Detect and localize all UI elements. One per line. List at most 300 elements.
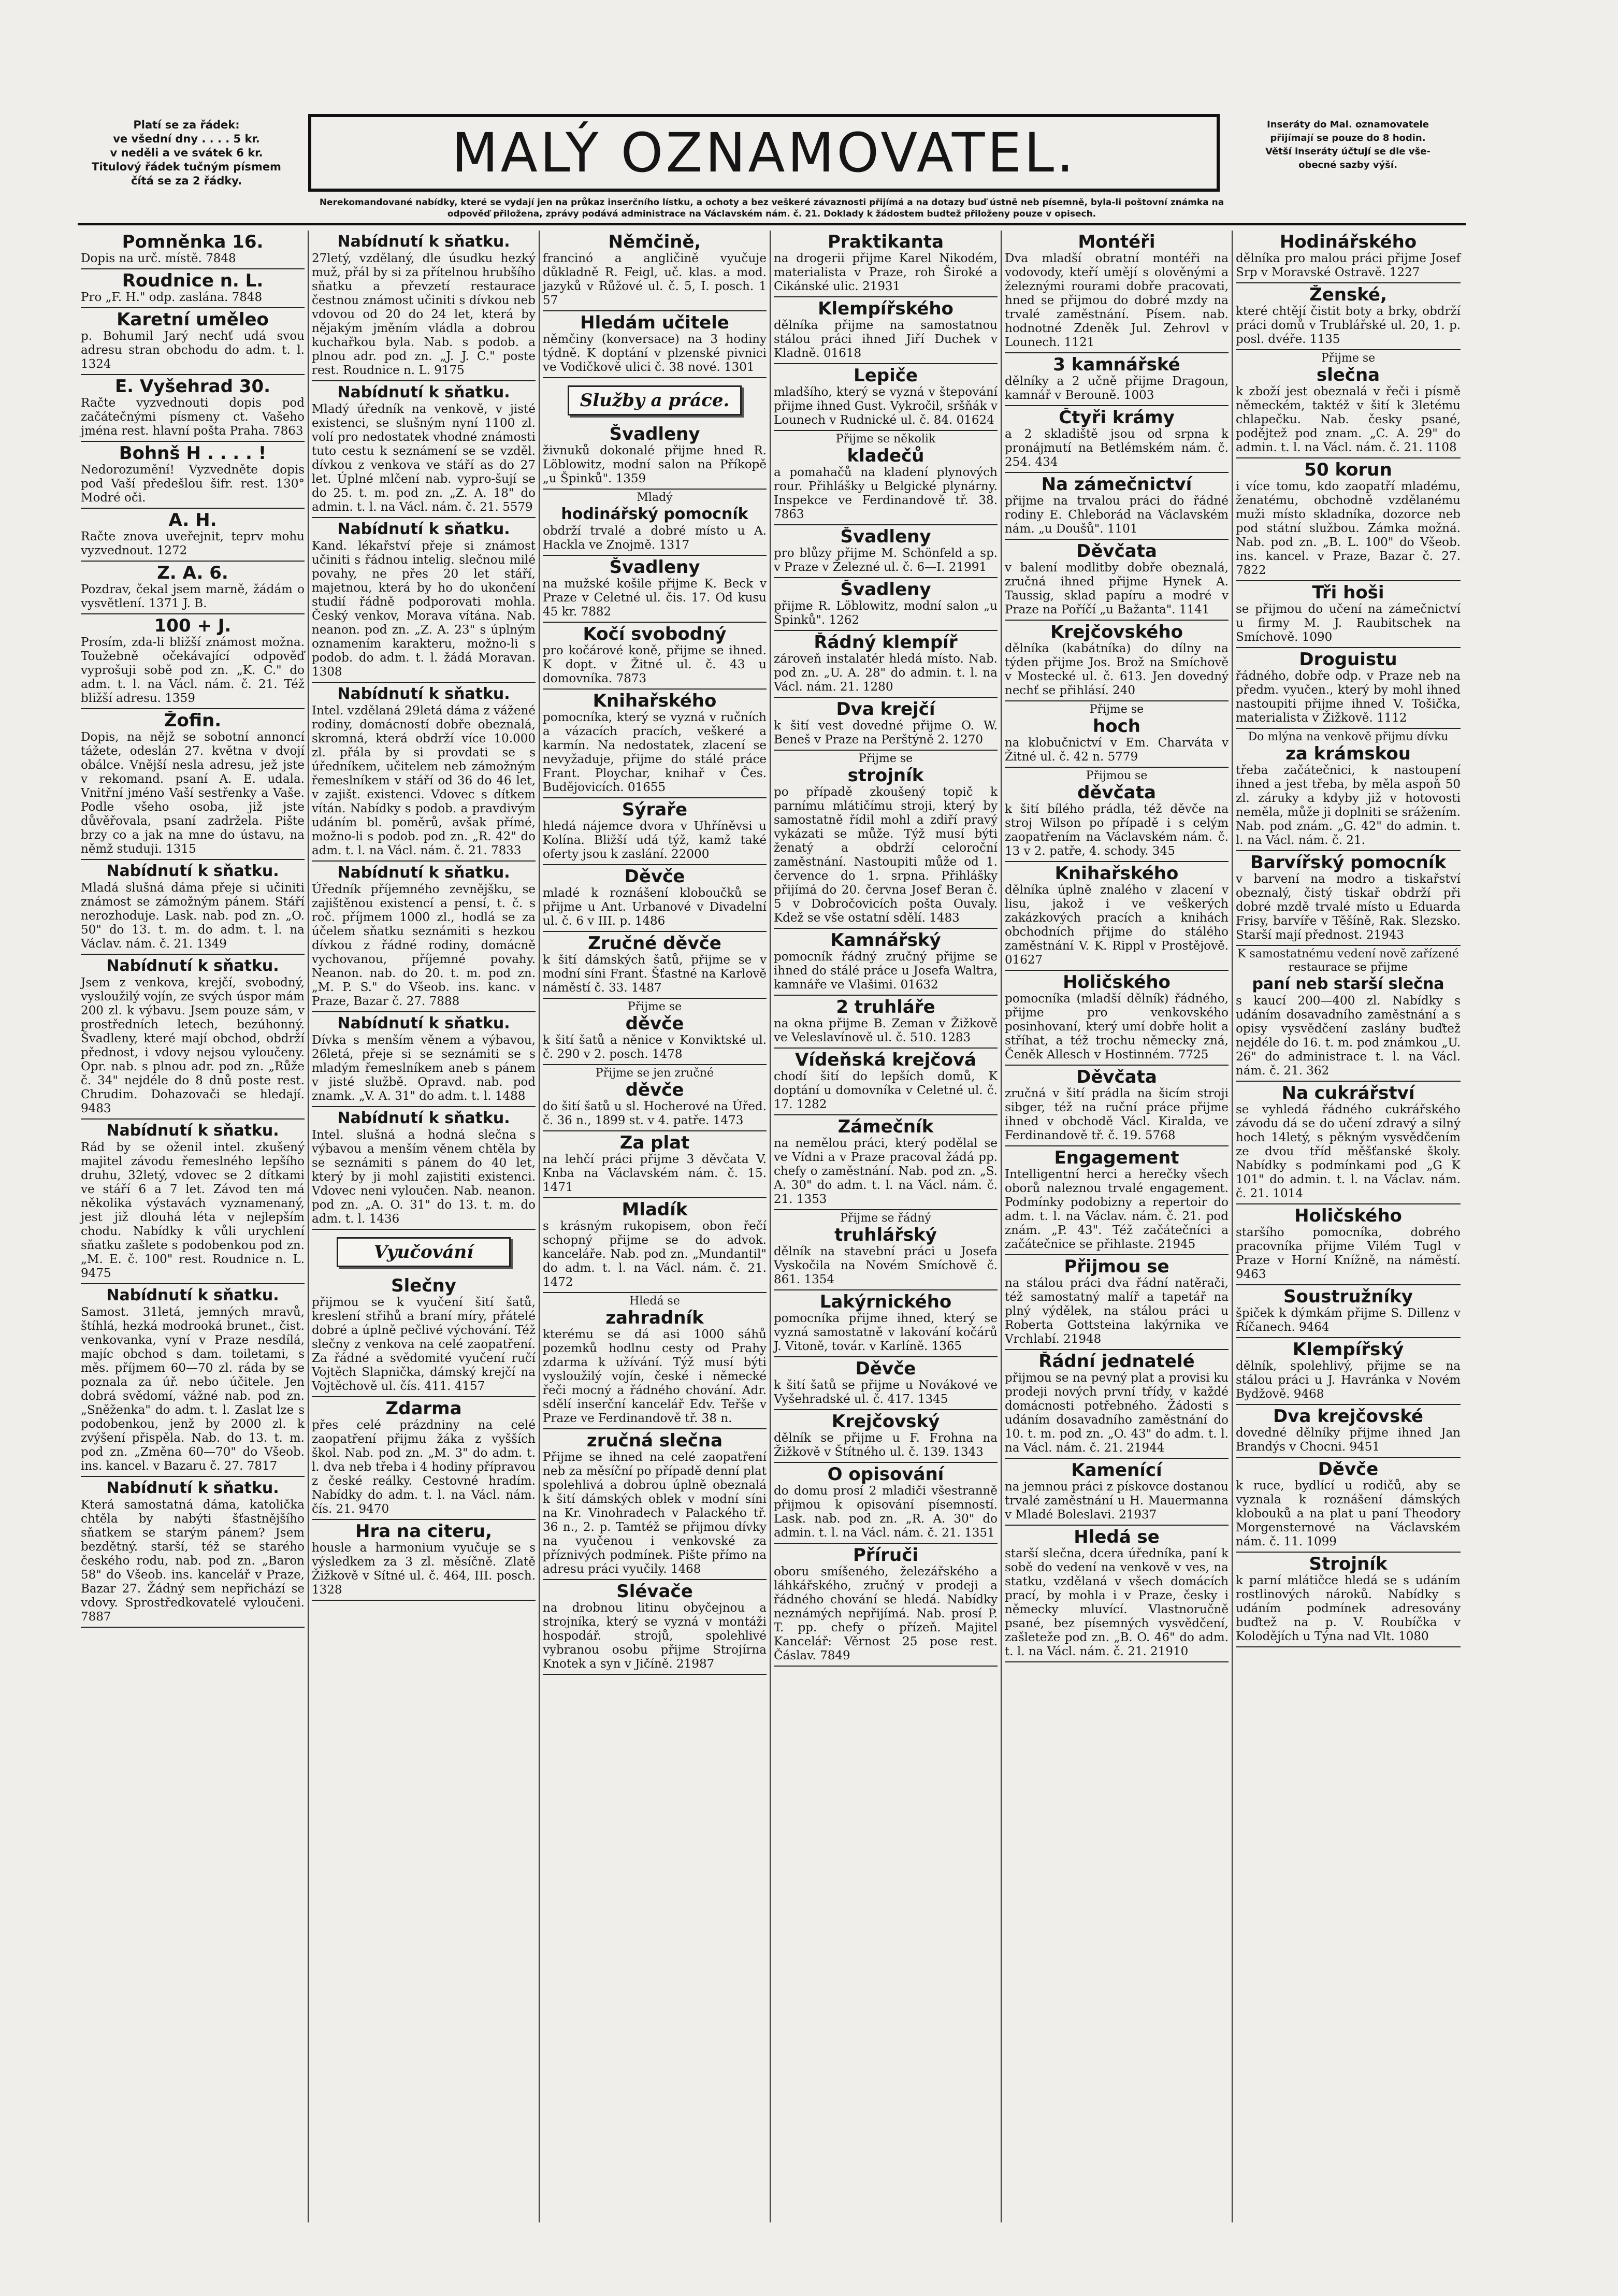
ad-heading: Nabídnutí k sňatku. — [106, 957, 279, 975]
ad-heading: Nabídnutí k sňatku. — [337, 233, 510, 251]
classified-ad — [774, 929, 998, 996]
ad-body: k šití bílého prádla, též děvče na stroj Wilson po případě i s celým zaopatřením na Václavském nám. č. 13 v 2. patře, 4. schody. 345 — [1005, 802, 1229, 858]
classified-ad — [1236, 1204, 1461, 1285]
classified-ad — [543, 556, 767, 623]
ad-heading: Za plat — [619, 1133, 690, 1153]
ad-body: němčiny (konversace) na 3 hodiny týdně. K doptání v plzenské pivnici ve Vodičkově ulici č. 38 nové. 1301 — [543, 333, 767, 374]
ad-preface: Přijme se jen zručné — [595, 1067, 714, 1080]
ad-body: dělníka pro malou práci přijme Josef Srp v Moravské Ostravě. 1227 — [1236, 252, 1461, 279]
ad-heading: Slečny — [391, 1276, 456, 1296]
ad-heading: Knihařského — [1054, 864, 1179, 883]
ad-body: na mužské košile přijme K. Beck v Praze v Celetné ul. čis. 17. Od kusu 45 kr. 7882 — [543, 577, 767, 619]
ad-preface: Přijme se — [627, 1000, 682, 1013]
classified-ad — [543, 999, 767, 1065]
classified-ad — [1236, 458, 1461, 581]
insertion-note-line: Větší inseráty účtují se dle vše- — [1265, 146, 1431, 157]
classified-ad — [1236, 1082, 1461, 1204]
insertion-note-line: přijímají se pouze do 8 hodin. — [1270, 133, 1426, 144]
ad-heading: Řádní jednatelé — [1038, 1352, 1195, 1371]
ad-heading: Děvče — [1318, 1459, 1379, 1479]
ad-heading: Tři hoši — [1312, 583, 1384, 602]
ad-heading: Barvířský pomocník — [1250, 853, 1447, 872]
classified-ad — [312, 518, 536, 683]
section-heading: Služby a práce. — [568, 385, 742, 415]
ad-heading: Slévače — [616, 1582, 693, 1601]
ad-body: dělníky a 2 učně přijme Dragoun, kamnář v Berouně. 1003 — [1005, 375, 1229, 402]
ad-heading: Nabídnutí k sňatku. — [337, 1109, 510, 1127]
ad-body: dělník na stavební práci u Josefa Vyskočila na Novém Smíchově č. 861. 1354 — [774, 1245, 998, 1286]
ad-heading: Holičského — [1063, 972, 1171, 992]
classified-ad — [774, 1049, 998, 1115]
ad-heading: Lakýrnického — [819, 1292, 952, 1312]
ad-column — [78, 231, 309, 2222]
ad-heading: strojník — [847, 766, 924, 785]
ad-body: zručná v šití prádla na šicím stroji sibger, též na ruční práce přijme ihned v obchodě Václ. Kiralda, ve Ferdinandově tř. č. 19. 5768 — [1005, 1087, 1229, 1142]
classified-ad — [81, 614, 305, 709]
classified-ad — [312, 1274, 536, 1397]
classified-ad — [543, 423, 767, 490]
rate-line: ve všední dny . . . . 5 kr. — [113, 133, 260, 145]
ad-body: na okna přijme B. Zeman v Žižkově ve Veleslavínově ul. č. 510. 1283 — [774, 1017, 998, 1044]
ad-preface: Přijmou se — [1086, 769, 1148, 782]
ad-column — [1002, 231, 1233, 2222]
classified-ad — [1005, 1066, 1229, 1146]
classified-ad — [543, 1198, 767, 1293]
ad-body: Račte znova uveřejnit, teprv mohu vyzvednout. 1272 — [81, 530, 305, 557]
ad-heading: Hledá se — [1074, 1527, 1160, 1547]
ad-heading: Němčině, — [608, 232, 701, 252]
ad-heading: Zručné děvče — [588, 934, 721, 953]
classified-ad — [312, 1397, 536, 1520]
ad-body: pomocník řádný zručný přijme se ihned do stálé práce u Josefa Waltra, kamnáře ve Vlašimi. 01632 — [774, 950, 998, 992]
classified-ad — [1236, 581, 1461, 648]
ad-heading: Dva krejčovské — [1273, 1407, 1423, 1426]
ad-body: živnuků dokonalé přijme hned R. Löblowitz, modní salon na Příkopě „u Špinků". 1359 — [543, 444, 767, 485]
ad-heading: Švadleny — [609, 557, 700, 577]
classified-ad — [1236, 648, 1461, 729]
ad-column — [540, 231, 771, 2222]
ad-heading: Hodinářského — [1279, 232, 1417, 252]
ad-body: k ruce, bydlící u rodičů, aby se vyznala k roznášení dámských klobouků a na plat u paní Theodory Morgensternové na Václavském nám. č. 11. 1099 — [1236, 1479, 1461, 1548]
classified-ad — [774, 751, 998, 929]
ad-heading: za krámskou — [1285, 744, 1411, 764]
ad-body: Dva mladší obratní montéři na vodovody, kteří umějí s olověnými a železnými rourami dobře pracovati, hned se přijmou do dobré mzdy na trvalé zaměstnání. Písem. nab. hodnotné Zdeněk Jul. Zehrovl v Lounech. 1121 — [1005, 252, 1229, 349]
ad-body: špiček k dýmkám přijme S. Dillenz v Říčanech. 9464 — [1236, 1307, 1461, 1334]
ad-body: k šití vest dovedné přijme O. W. Beneš v Praze na Perštýně 2. 1270 — [774, 719, 998, 747]
ad-heading: Lepiče — [854, 366, 918, 385]
classified-ad — [81, 308, 305, 375]
ad-body: se přijmou do učení na zámečnictví u firmy M. J. Raubitschek na Smíchově. 1090 — [1236, 602, 1461, 644]
ad-body: na lehčí práci přijme 3 děvčata V. Knba na Václavském nám. č. 15. 1471 — [543, 1153, 767, 1194]
ad-heading: slečna — [1316, 365, 1380, 385]
ad-heading: Děvčata — [1076, 541, 1157, 561]
ad-body: se vyhledá řádného cukrářského závodu dá se do učení zdravý a silný hoch 14letý, s pěkným vysvědčením ze dvou tříd měšťanské školy. Nabídky s podmínkami pod „G K 101" do admin. t. l. na Václav. nám. č. 21. 1014 — [1236, 1103, 1461, 1200]
classified-ad — [81, 231, 305, 269]
ad-body: dělníka přijme na samostatnou stálou práci ihned Jiří Duchek v Kladně. 01618 — [774, 319, 998, 360]
ad-body: Pozdrav, čekal jsem marně, žádám o vysvětlení. 1371 J. B. — [81, 583, 305, 610]
classified-ad — [1236, 1458, 1461, 1553]
classified-ad — [81, 562, 305, 614]
ad-heading: Z. A. 6. — [157, 563, 228, 583]
notice-line: odpověď přiložena, zprávy podává administrace na Václavském nám. č. 21. Doklady k žádostem budtež přiloženy pouze v opisech. — [447, 209, 1096, 219]
classified-ad — [1236, 851, 1461, 946]
ad-heading: Knihařského — [593, 691, 717, 711]
ad-body: pro blůzy přijme M. Schönfeld a sp. v Praze v Železné ul. č. 6—I. 21991 — [774, 547, 998, 574]
classified-ad — [543, 932, 767, 999]
classified-ad — [774, 1357, 998, 1410]
ad-heading: Na cukrářství — [1281, 1083, 1415, 1103]
classified-ad — [1005, 353, 1229, 406]
classified-ad — [81, 860, 305, 955]
classified-ad — [81, 1284, 305, 1477]
ad-body: Intel. slušná a hodná slečna s výbavou a menším věnem chtěla by se seznámiti s pánem do 40 let, který by ji mohl zajistiti existenci. Vdovec neni vyloučen. Nab. neanon. pod zn. „A. O. 31" do 13. t. m. do adm. t. l. 1436 — [312, 1128, 536, 1226]
ad-heading: Nabídnutí k sňatku. — [106, 1286, 279, 1304]
ad-body: a 2 skladiště jsou od srpna k pronájmutí na Betlémském nám. č. 254. 434 — [1005, 427, 1229, 469]
classified-ad — [81, 1477, 305, 1628]
ad-body: k šití dámských šatů, přijme se v modní síni Frant. Šťastné na Karlově náměstí č. 33. 1487 — [543, 953, 767, 995]
ad-body: Rád by se oženil intel. zkušený majitel závodu řemeslného lepšího druhu, 32letý, vdovec se 2 dítkami ve stáří 6 a 7 let. Závod ten má několika výstavách vyznamenaný, jest již dlouhá léta v nejlepším chodu. Nabídky k vůli urychlení sňatku zašlete s podobenkou pod zn. „M. E. č. 100" rest. Roudnice n. L. 9475 — [81, 1141, 305, 1280]
ad-heading: 100 + J. — [154, 616, 232, 636]
header-rule — [78, 223, 1466, 225]
ad-column — [309, 231, 540, 2222]
ad-heading: Švadleny — [840, 580, 931, 599]
ad-heading: Děvče — [855, 1359, 916, 1379]
ad-heading: Montéři — [1078, 232, 1155, 252]
ad-body: do domu prosí 2 mladiči všestranně přijmou k opisování písemností. Lask. nab. pod zn. „R. A. 30" do admin. t. l. na Václ. nám. č. 21. 1351 — [774, 1484, 998, 1540]
classified-ad — [1236, 283, 1461, 350]
ad-body: Dopis, na nějž se sobotní annoncí tážete, odeslán 27. května v dvojí obálce. Vnější nesla adresu, jež jste v rekomand. psaní A. E. udala. Vnitřní jméno Vaší sestřenky a Vaše. Podle všeho osoba, již jste důvěřovala, psaní zadržela. Pište brzy co a jak na mne do ústavu, na němž studuji. 1315 — [81, 730, 305, 856]
ad-body: Samost. 31letá, jemných mravů, štíhlá, hezká modrooká brunet., čist. venkovanka, vyní v Praze nesdílá, majíc obchod s dam. toiletami, s měs. příjmem 60—70 zl. ráda by se poznala za úř. nebo účitele. Jen dobrá svědomí, vážné nab. pod zn. „Sněženka" do adm. t. l. Zaslat lze s podobenkou, jenž by 2000 zl. k zvýšení přispěla. Nab. do 13. t. m. pod zn. „Změna 60—70" do Všeob. ins. kancel. v Bazaru č. 27. 7817 — [81, 1305, 305, 1473]
classified-ad — [774, 996, 998, 1049]
rate-box — [78, 118, 295, 188]
ad-body: na jemnou práci z pískovce dostanou trvalé zaměstnání u H. Mauermanna v Mladé Boleslavi. 21937 — [1005, 1480, 1229, 1522]
ad-heading: Zdarma — [385, 1399, 462, 1418]
ad-body: Přijme se ihned na celé zaopatření neb za měsíční po případě denní plat spolehlivá a dobrou úplně obeznalá k šití dámských oblek v modní síni na Kr. Vinohradech v Palackého tř. 36 n., 2. p. Tamtéž se přijmou dívky na vyučenou i venkovské za příznivých podmínek. Pište přímo na adresu práci vyučily. 1468 — [543, 1451, 767, 1576]
ad-body: Jsem z venkova, krejčí, svobodný, vysloužilý vojín, ze svých úspor mám 200 zl. k výbavu. Jsem pouze sám, v prostředních letech, bezúhonný. Švadleny, které mají obchod, obdrží přednost, i vdovy nejsou vyloučeny. Opr. nab. s plnou adr. pod zn. „Růže č. 34" nejdéle do 8 dnů poste rest. Chrudim. Dohazovači se hledají. 9483 — [81, 976, 305, 1115]
classified-ad — [774, 1290, 998, 1357]
ad-heading: děvčata — [1077, 783, 1156, 802]
classified-ad — [1005, 701, 1229, 768]
ad-body: Dopis na urč. místě. 7848 — [81, 252, 236, 265]
ad-heading: Strojník — [1309, 1554, 1388, 1574]
notice-line: Nerekomandované nabídky, které se vydají jen na průkaz inserčního lístku, a ochoty a bez veškeré závaznosti přijímá a na dotazy buď ústně neb písemně, byla-li poštovní známka na — [319, 197, 1224, 208]
ad-heading: Kočí svobodný — [583, 624, 727, 644]
ad-heading: Roudnice n. L. — [122, 271, 264, 291]
ad-body: Kand. lékařství přeje si známost učiniti s řádnou intelig. slečnou milé povahy, ne přes 20 let stáří, majetnou, která by ho do ukončení studií řádně podporovati mohla. Český venkov, Morava vítána. Nab. neanon. pod zn. „Z. A. 23" s úplným oznamením karakteru, možno-li s podob. do adm. t. l. žádá Moravan. 1308 — [312, 539, 536, 679]
ad-heading: Kamenící — [1071, 1460, 1162, 1480]
ad-body: pomocníka, který se vyzná v ručních a vázacích pracích, veškeré a karmín. Na nedostatek, zlacení se nevyžaduje, přijme do stálé práce Frant. Ploychar, knihař v Čes. Budějovicích. 01655 — [543, 711, 767, 794]
ad-heading: Přijmou se — [1064, 1257, 1169, 1276]
classified-ad — [1005, 1459, 1229, 1526]
ad-columns — [78, 231, 1466, 2222]
ad-body: Nedorozumění! Vyzvedněte dopis pod Vaší předešlou šifr. rest. 130° Modré oči. — [81, 463, 305, 505]
ad-heading: Čtyři krámy — [1059, 408, 1175, 427]
classified-ad — [543, 1580, 767, 1675]
ad-body: k šití šatů a něnice v Konviktské ul. č. 290 v 2. posch. 1478 — [543, 1034, 767, 1061]
classified-ad — [1236, 1405, 1461, 1458]
ad-body: na nemělou práci, který podělal se ve Vídni a v Praze pracoval žádá pp. chefy o zaměstnání. Nab. pod zn. „S. A. 30" do adm. t. l. na Václ. nám. č. 21. 1353 — [774, 1137, 998, 1206]
ad-preface: K samostatnému vedení nově zařízené restaurace se přijme — [1237, 948, 1459, 974]
ad-body: s krásným rukopisem, obon řečí schopný přijme se do advok. kanceláře. Nab. pod zn. „Mundantil" do adm. t. l. na Václ. nám. č. 21. 1472 — [543, 1219, 767, 1289]
ad-heading: Krejčovský — [831, 1412, 940, 1431]
classified-ad — [81, 442, 305, 509]
ad-heading: A. H. — [168, 510, 217, 530]
classified-ad — [1236, 1338, 1461, 1405]
classified-ad — [1005, 406, 1229, 473]
ad-heading: Praktikanta — [827, 232, 944, 252]
ad-heading: děvče — [625, 1014, 684, 1034]
ad-heading: paní neb starší slečna — [1252, 975, 1444, 993]
ad-body: Račte vyzvednouti dopis pod začátečnými písmeny ct. Vašeho jména rest. hlavní pošta Praha. 7863 — [81, 396, 305, 438]
ad-heading: Nabídnutí k sňatku. — [337, 383, 510, 401]
ad-heading: Droguistu — [1299, 650, 1397, 669]
ad-heading: Sýraře — [622, 800, 688, 820]
ad-heading: Nabídnutí k sňatku. — [337, 520, 510, 538]
ad-body: mladé k roznášení kloboučků se přijme u Ant. Urbanové v Divadelní ul. č. 6 v III. p. 1486 — [543, 886, 767, 928]
ad-heading: Bohnš H . . . . ! — [119, 443, 267, 463]
ad-heading: Klempířský — [1292, 1340, 1404, 1359]
classified-ad — [312, 1520, 536, 1601]
ad-heading: děvče — [625, 1080, 684, 1100]
ad-heading: Nabídnutí k sňatku. — [337, 685, 510, 703]
rate-line: v neděli a ve svátek 6 kr. — [110, 147, 263, 159]
ad-body: hledá nájemce dvora v Uhříněvsi u Kolína. Bližší udá týž, kamž také oferty jsou k zaslání. 22000 — [543, 820, 767, 861]
classified-ad — [543, 623, 767, 690]
ad-body: v barvení na modro a tiskařství obeznalý, čistý tiskař obdrží při dobré mzdě trvalé místo u Eduarda Frisy, barvíře v Těšíně, Rak. Slezsko. Starší mají přednost. 21943 — [1236, 872, 1461, 942]
ad-body: přijme na trvalou práci do řádné rodiny E. Chleborád na Václavském nám. „u Doušů". 1101 — [1005, 494, 1229, 536]
ad-body: v balení modlitby dobře obeznalá, zručná ihned přijme Hynek A. Taussig, sklad papíru a modré v Praze na Poříčí „u Bažanta". 1141 — [1005, 561, 1229, 616]
classified-ad — [543, 1131, 767, 1198]
ad-body: dělník, spolehlivý, přijme se na stálou práci u J. Havránka v Novém Bydžově. 9468 — [1236, 1359, 1461, 1401]
ad-body: obdrží trvalé a dobré místo u A. Hackla ve Znojmě. 1317 — [543, 524, 767, 552]
classified-ad — [1005, 1350, 1229, 1459]
ad-heading: Na zámečnictví — [1041, 475, 1192, 494]
classified-ad — [1236, 1285, 1461, 1338]
ad-body: pomocníka (mladší dělník) řádného, přijme pro venkovského posinhovaní, který umí dobře holit a stříhat, a též trochu německy zná, Čeněk Allesch v Hostinném. 7725 — [1005, 992, 1229, 1061]
ad-heading: E. Vyšehrad 30. — [114, 377, 271, 396]
classified-ad — [1005, 1146, 1229, 1255]
ad-body: chodí šití do lepších domů, K doptání u domovníka v Celetné ul. č. 17. 1282 — [774, 1070, 998, 1111]
ad-heading: Vídeňská krejčová — [795, 1050, 976, 1070]
ad-body: francinó a angličině vyučuje důkladně R. Feigl, uč. klas. a mod. jazyků v Růžové ul. č. 5, I. posch. 1 57 — [543, 252, 767, 307]
classified-ad — [543, 690, 767, 798]
ad-body: pomocníka přijme ihned, který se vyzná samostatně v lakování kočárů J. Vitoně, továr. v Karlíně. 1365 — [774, 1312, 998, 1353]
ad-column — [771, 231, 1002, 2222]
ad-heading: Pomněnka 16. — [122, 232, 264, 252]
ad-body: Pro „F. H." odp. zaslána. 7848 — [81, 291, 263, 304]
ad-body: Intel. vzdělaná 29letá dáma z vážené rodiny, domácností dobře obeznalá, skromná, která obdrží více 10.000 zl. přála by si provdati se s úředníkem, učitelem neb zámožným řemeslníkem v stáří od 36 do 46 let, v zajišt. existenci. Vdovec s dítkem vítán. Nabídky s podob. a pravdivým udáním bl. poměrů, avšak přímé, možno-li s podob. pod zn. „R. 42" do adm. t. l. na Václ. nám. č. 21. 7833 — [312, 704, 536, 857]
ad-body: k zboží jest obeznalá v řeči i písmě německém, taktéž v šití k 3letému chlapečku. Nab. česky psané, podějtež pod znam. „C. A. 29" do admin. t. l. na Václ. nám. č. 21. 1108 — [1236, 385, 1461, 454]
ad-heading: zahradník — [605, 1308, 704, 1328]
classified-ad — [543, 798, 767, 865]
ad-heading: Dva krejčí — [836, 699, 935, 719]
ad-body: třeba začátečnici, k nastoupení ihned a jest třeba, by měla aspoň 50 zl. záruky a kdyby již v hotovosti neměla, může ji doplniti se srážením. Nab. pod znám. „G. 42" do admin. t. l. na Václ. nám. č. 21. — [1236, 764, 1461, 847]
classified-ad — [543, 1293, 767, 1429]
classified-ad — [81, 375, 305, 442]
classified-ad — [774, 1210, 998, 1290]
ad-body: dělník se přijme u F. Frohna na Žižkově v Štítného ul. č. 139. 1343 — [774, 1431, 998, 1459]
classified-ad — [1005, 768, 1229, 862]
page-title: MALÝ OZNAMOVATEL. — [451, 121, 1077, 184]
ad-preface: Do mlýna na venkově přijmu dívku — [1248, 730, 1449, 743]
ad-body: i více tomu, kdo zaopatří mladému, ženatému, obchodně vzdělanému muži místo skladníka, dozorce neb pod státní službou. Zámka možná. Nab. pod zn. „B. L. 100" do Všeob. ins. kancel. v Praze, Bazar č. 27. 7822 — [1236, 480, 1461, 577]
classified-ad — [312, 231, 536, 381]
ad-preface: Přijme se — [1321, 352, 1376, 365]
ad-body: Intelligentní herci a herečky všech oborů naleznou trvalé engagement. Podmínky podobizny a repertoir do adm. t. l. na Václav. nám. č. 21. pod znám. „P. 43". Též začátečníci a začátečnice se přihlaste. 21945 — [1005, 1168, 1229, 1251]
classified-ad — [543, 1065, 767, 1131]
ad-body: Mladá slušná dáma přeje si učiniti známost se zámožným pánem. Stáří nerozhoduje. Lask. nab. pod zn. „O. 50" do 13. t. m. do adm. t. l. na Václav. nám. č. 21. 1349 — [81, 881, 305, 951]
ad-heading: kladečů — [847, 446, 924, 466]
ad-heading: Nabídnutí k sňatku. — [337, 864, 510, 882]
classified-ad — [774, 698, 998, 751]
classified-ad — [774, 525, 998, 578]
ad-heading: O opisování — [827, 1465, 944, 1484]
ad-heading: Švadleny — [609, 424, 700, 444]
classified-ad — [81, 955, 305, 1120]
ad-body: starší slečna, dcera úředníka, paní k sobě do vedení na venkově v ves, na statku, vzdělaná v všech domácích prací, by mohla i v Praze, česky i německy mluvící. Vlastnoručně psané, bez písemných vysvědčení, zašleteže pod zn. „B. O. 46" do adm. t. l. na Václ. nám. č. 21. 21910 — [1005, 1547, 1229, 1658]
classified-ad — [312, 862, 536, 1012]
classified-ad — [1236, 350, 1461, 458]
ad-heading: zručná slečna — [586, 1431, 723, 1451]
ad-preface: Přijme se řádný — [840, 1212, 931, 1225]
ad-body: Mladý úředník na venkově, v jisté existenci, se slušným nyní 1100 zl. volí pro nedostatek vhodné známosti tuto cestu k seznámení se se vzděl. dívkou z venkova ve stáří as do 27 let. Úplné mlčení nab. vypro-šují se do 25. t. m. pod zn. „Z. A. 18" do admin. t. l. na Václ. nám. č. 21. 5579 — [312, 403, 536, 514]
ad-body: dělníka (kabátníka) do dílny na týden přijme Jos. Brož na Smíchově v Mostecké ul. č. 613. Jen dovedný nechť se přihlásí. 240 — [1005, 642, 1229, 697]
classified-ad — [543, 231, 767, 311]
classified-ad — [1236, 231, 1461, 283]
ad-body: 27letý, vzdělaný, dle úsudku hezký muž, přál by si za přítelnou hrubšího sňatku a převzetí restaurace čestnou známost učiniti s dívkou neb vdovou od 20 do 24 let, která by nějakým jměním vládla a dobrou kuchařkou byla. Nab. s podob. a plnou adr. pod zn. „J. J. C." poste rest. Roudnice n. L. 9175 — [312, 252, 536, 377]
ad-body: a pomahačů na kladení plynových rour. Přihlášky u Belgické plynárny. Inspekce ve Ferdinandově tř. 38. 7863 — [774, 466, 998, 521]
classified-ad — [774, 578, 998, 631]
insertion-note-line: obecné sazby výší. — [1298, 160, 1397, 170]
ad-body: na drobnou litinu obyčejnou a strojníka, který se vyzná v montáži hospodář. strojů, spolehlivé vybranou osobu přijme Strojírna Knotek a syn v Jičíně. 21987 — [543, 1601, 767, 1671]
ad-body: mladšího, který se vyzná v štepování přijme ihned Gust. Vykročil, sršňák v Lounech v Rudnické ul. č. 84. 01624 — [774, 385, 998, 427]
classified-ad — [1236, 1553, 1461, 1647]
ad-body: k šití šatů se přijme u Novákové ve Vyšehradské ul. č. 417. 1345 — [774, 1379, 998, 1406]
ad-heading: Hra na citeru, — [355, 1522, 492, 1541]
classified-ad — [312, 1107, 536, 1230]
ad-body: po případě zkoušený topič k parnímu mlátičímu stroji, který by samostatně řídil mohl a zdiří pravý vykázati se může. Týž musí býti ženatý a obdrží celoroční zaměstnání. Nastoupiti může od 1. července do 1. srpna. Přihlášky přijímá do 20. června Josef Beran č. 5 v Dobročovicích pošta Ouvaly. Kdež se vše ostatní sdělí. 1483 — [774, 785, 998, 925]
ad-heading: Děvče — [624, 867, 685, 886]
ad-body: Která samostatná dáma, katolička chtěla by nabýti šťastnějšího sňatkem se starým pánem? Jsem bezdětný. starší, též se starého českého rodu, nab. pod zn. „Baron 58" do Všeob. ins. kancelář v Praze, Bazar 27. Žádný sem nepřichází se vdovy. Sprostředkovatelé vyloučeni. 7887 — [81, 1498, 305, 1624]
classified-ad — [1005, 231, 1229, 353]
classified-ad — [1005, 971, 1229, 1066]
ad-heading: Holičského — [1294, 1206, 1402, 1226]
ad-heading: Klempířského — [818, 299, 954, 319]
rate-line: Titulový řádek tučným písmem — [92, 161, 281, 173]
ad-heading: Mladík — [622, 1200, 688, 1219]
ad-preface: Mladý — [637, 491, 673, 504]
ad-body: přes celé prázdniny na celé zaopatření přijmu žáka z vyšších škol. Nab. pod zn. „M. 3" do adm. t. l. dva neb třeba i 4 hodiny přípravou z české reálky. Cestovné hradím. Nabídky do adm. t. l. na Václ. nám. čís. 21. 9470 — [312, 1418, 536, 1516]
header — [78, 114, 1466, 192]
newspaper-page — [78, 114, 1466, 2222]
classified-ad — [312, 381, 536, 518]
ad-body: housle a harmonium vyučuje se s výsledkem za 3 zl. měsíčně. Zlatě Žižkově v Sítné ul. č. 464, III. posch. 1328 — [312, 1541, 536, 1597]
ad-body: do šití šatů u sl. Hocherové na Úřed. č. 36 n., 1899 st. v 4. patře. 1473 — [543, 1100, 767, 1127]
insertion-note-line: Inseráty do Mal. oznamovatele — [1267, 119, 1429, 130]
ad-heading: Krejčovského — [1050, 622, 1183, 642]
ad-body: pro kočárové koně, přijme se ihned. K dopt. v Žitné ul. č. 43 u domovníka. 7873 — [543, 644, 767, 685]
ad-body: Dívka s menším věnem a výbavou, 26letá, přeje si se seznámiti se s mladým řemeslníkem aneb s pánem v jisté službě. Opravd. nab. pod znamk. „V. A. 31" do adm. t. l. 1488 — [312, 1034, 536, 1103]
ad-heading: Řádný klempíř — [814, 633, 958, 652]
ad-heading: Soustružníky — [1283, 1287, 1413, 1307]
ad-heading: Žofin. — [164, 711, 222, 730]
classified-ad — [774, 1115, 998, 1210]
insertion-note — [1230, 118, 1466, 172]
ad-preface: Přijme se — [1089, 703, 1144, 716]
classified-ad — [774, 1410, 998, 1463]
ad-body: dělníka úplně znalého v zlacení v lisu, jakož i ve veškerých zakázkových pracích a knihách obchodních přijme do stálého zaměstnání V. K. Rippl v Prostějově. 01627 — [1005, 883, 1229, 967]
classified-ad — [543, 311, 767, 378]
classified-ad — [1236, 729, 1461, 851]
classified-ad — [81, 1120, 305, 1284]
classified-ad — [1005, 540, 1229, 621]
ad-heading: Hledám učitele — [580, 313, 729, 333]
classified-ad — [1005, 1255, 1229, 1350]
ad-body: přijme R. Löblowitz, modní salon „u Špinků". 1262 — [774, 599, 998, 627]
classified-ad — [543, 865, 767, 932]
classified-ad — [1236, 946, 1461, 1082]
ad-body: k parní mlátičce hledá se s udáním rostlinových nároků. Nabídky s udáním podmínek adresovány buďtež na p. V. Roubíčka v Kolodějích u Týna nad Vlt. 1080 — [1236, 1574, 1461, 1643]
section-heading: Vyučování — [337, 1237, 511, 1267]
classified-ad — [774, 297, 998, 364]
classified-ad — [774, 1544, 998, 1667]
classified-ad — [774, 364, 998, 431]
ad-body: Úředník příjemného zevnějšku, se zajištěnou existencí a pensí, t. č. s roč. příjmem 1000 zl., hodlá se za účelem sňatku seznámiti s hezkou dívkou z řádné rodiny, domácně vychovanou, příjemné povahy. Neanon. nab. do 20. t. m. pod zn. „M. P. S." do Všeob. ins. kanc. v Praze, Bazar č. 27. 7888 — [312, 883, 536, 1008]
rate-line: Platí se za řádek: — [133, 119, 240, 131]
ad-heading: Příruči — [853, 1545, 919, 1565]
classified-ad — [81, 509, 305, 562]
ad-heading: Švadleny — [840, 527, 931, 547]
ad-heading: Zámečník — [837, 1117, 934, 1137]
ad-body: Prosím, zda-li bližší známost možna. Toužebně očekávající odpověď vyprošuji sobě pod zn. „K. C." do adm. t. l. na Václ. nám. č. 21. Též bližší adresu. 1359 — [81, 636, 305, 705]
ad-body: kterému se dá asi 1000 sáhů pozemků hodlnu cesty od Prahy zdarma k užívání. Týž musí býti vysloužilý vojín, české i německé řeči mocný a řádného chování. Adr. sdělí inserční kancelář Edv. Teřše v Praze ve Ferdinandově tř. 38 n. — [543, 1328, 767, 1425]
ad-heading: Engagement — [1054, 1148, 1179, 1168]
classified-ad — [1005, 621, 1229, 701]
ad-heading: Nabídnutí k sňatku. — [106, 1122, 279, 1140]
classified-ad — [312, 683, 536, 862]
ad-preface: Přijme se — [858, 752, 913, 765]
ad-heading: hodinářský pomocník — [561, 505, 748, 523]
rate-line: čítá se za 2 řádky. — [131, 175, 242, 187]
classified-ad — [543, 490, 767, 556]
ad-body: na klobučnictví v Em. Charváta v Žitné ul. č. 42 n. 5779 — [1005, 736, 1229, 764]
ad-heading: Nabídnutí k sňatku. — [337, 1014, 510, 1032]
classified-ad — [774, 431, 998, 525]
ad-heading: Nabídnutí k sňatku. — [106, 1479, 279, 1497]
editorial-notice — [78, 197, 1466, 220]
ad-body: přijmou se na pevný plat a provisi ku prodeji nových první třídy, v každé domácnosti potřebného. Žádosti s udáním dosavadního zaměstnání do 10. t. m. pod zn. „O. 43" do adm. t. l. na Václ. nám. č. 21. 21944 — [1005, 1371, 1229, 1455]
classified-ad — [312, 1012, 536, 1107]
ad-heading: Děvčata — [1076, 1067, 1157, 1087]
ad-heading: 3 kamnářské — [1053, 355, 1180, 375]
classified-ad — [774, 631, 998, 698]
ad-column — [1233, 231, 1464, 2222]
ad-body: na drogerii přijme Karel Nikodém, materialista v Praze, roh Široké a Cikánské ulic. 21931 — [774, 252, 998, 293]
ad-heading: Ženské, — [1309, 285, 1387, 305]
ad-body: zároveň instalatér hledá místo. Nab. pod zn. „U. A. 28" do admin. t. l. na Václ. nám. 21. 1280 — [774, 652, 998, 694]
classified-ad — [1005, 862, 1229, 971]
ad-body: dovedné dělníky přijme ihned Jan Brandýs v Chocni. 9451 — [1236, 1426, 1461, 1454]
ad-body: oboru smíšeného, železářského a láhkářského, zručný v prodeji a řádného chování se hledá. Nabídky neznámých nepřijímá. Nab. prosí P. T. pp. chefy o přízeň. Majitel Kancelář: Věrnost 25 pose rest. Čáslav. 7849 — [774, 1565, 998, 1662]
classified-ad — [1005, 473, 1229, 540]
classified-ad — [543, 1429, 767, 1580]
ad-body: p. Bohumil Jarý nechť udá svou adresu stran obchodu do adm. t. l. 1324 — [81, 329, 305, 371]
ad-body: s kaucí 200—400 zl. Nabídky s udáním dosavadního zaměstnání a s opisy vysvědčení zaslány buďtež nejdéle do 16. t. m. pod známkou „U. 26" do administrace t. l. na Václ. nám. č. 21. 362 — [1236, 994, 1461, 1078]
ad-body: staršího pomocníka, dobrého pracovníka přijme Vilém Tugl v Praze v Horní Knížně, na náměstí. 9463 — [1236, 1226, 1461, 1281]
ad-heading: 50 korun — [1304, 460, 1392, 480]
ad-heading: hoch — [1093, 716, 1140, 736]
classified-ad — [81, 709, 305, 860]
